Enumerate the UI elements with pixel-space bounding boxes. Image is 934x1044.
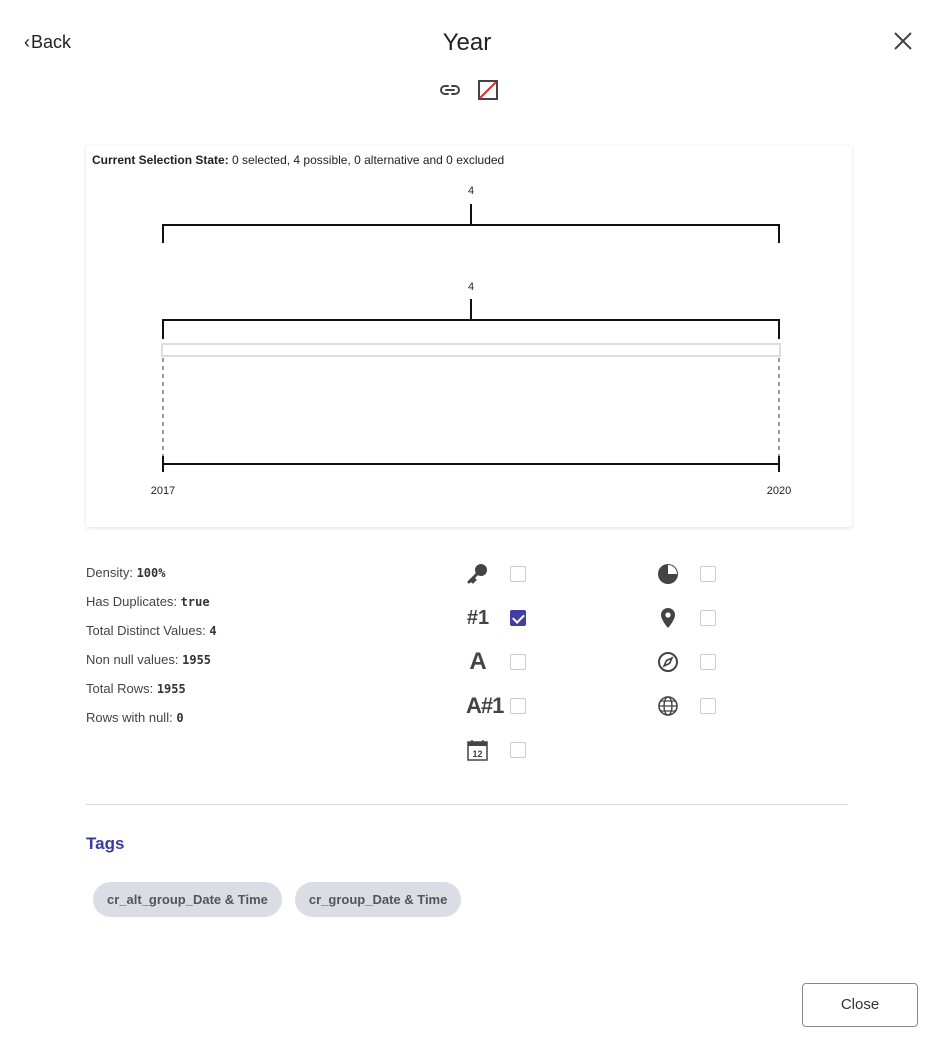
stat-label: Non null values:	[86, 652, 183, 667]
location-pin-icon	[656, 606, 680, 630]
type-row-measure	[656, 562, 716, 586]
close-icon[interactable]	[890, 28, 916, 54]
type-row-location	[656, 606, 716, 630]
stat-total-rows	[86, 681, 217, 710]
stat-value: true	[180, 595, 210, 609]
selection-state-summary: 0 selected, 4 possible, 0 alternative and 0 excluded	[232, 153, 505, 167]
top-bracket	[163, 204, 779, 243]
type-row-direction	[656, 650, 716, 674]
range-end-label: 2020	[766, 485, 792, 497]
text-icon: A	[469, 648, 487, 675]
tag-chip[interactable]: cr_group_Date & Time	[295, 882, 461, 917]
link-icon[interactable]	[438, 78, 462, 102]
range-chart	[86, 146, 852, 527]
stat-density	[86, 565, 217, 594]
divider	[86, 804, 848, 805]
key-checkbox[interactable]	[510, 566, 526, 582]
page-title: Year	[442, 29, 492, 56]
selection-state-label: Current Selection State:	[92, 153, 229, 167]
type-row-key	[466, 562, 526, 586]
type-row-date	[466, 738, 526, 762]
range-axis	[163, 456, 779, 472]
type-row-alphanumeric	[466, 694, 526, 718]
title-icons	[438, 78, 500, 102]
stat-label: Has Duplicates:	[86, 594, 181, 609]
middle-count-label: 4	[467, 281, 475, 293]
measure-checkbox[interactable]	[700, 566, 716, 582]
number-id-icon: #1	[466, 606, 490, 629]
back-label: Back	[31, 32, 72, 52]
selection-card	[86, 146, 852, 527]
tags-title: Tags	[86, 834, 125, 853]
stat-has-duplicates	[86, 594, 217, 623]
type-row-text	[466, 650, 526, 674]
type-row-number	[466, 606, 526, 630]
selection-bar[interactable]	[162, 344, 780, 356]
range-start-label: 2017	[150, 485, 176, 497]
globe-icon	[656, 694, 680, 718]
close-button[interactable]: Close	[802, 983, 918, 1027]
number-checkbox[interactable]	[510, 610, 526, 626]
stat-non-null	[86, 652, 217, 681]
middle-bracket	[163, 299, 779, 339]
location-checkbox[interactable]	[700, 610, 716, 626]
svg-text:12: 12	[472, 749, 483, 759]
stat-rows-null	[86, 710, 217, 739]
geo-checkbox[interactable]	[700, 698, 716, 714]
stat-label: Total Rows:	[86, 681, 157, 696]
stat-value: 100%	[136, 566, 166, 580]
direction-checkbox[interactable]	[700, 654, 716, 670]
alphanumeric-icon: A#1	[466, 693, 504, 718]
alphanumeric-checkbox[interactable]	[510, 698, 526, 714]
chevron-left-icon: ‹	[24, 32, 30, 52]
date-checkbox[interactable]	[510, 742, 526, 758]
compass-icon	[656, 650, 680, 674]
calendar-icon	[466, 738, 490, 762]
field-stats	[86, 565, 217, 739]
type-row-geo	[656, 694, 716, 718]
stat-value: 4	[209, 624, 217, 638]
tag-chip[interactable]: cr_alt_group_Date & Time	[93, 882, 282, 917]
stat-label: Density:	[86, 565, 137, 580]
pie-chart-icon	[656, 562, 680, 586]
stat-value: 1955	[156, 682, 186, 696]
tags-list	[93, 882, 461, 917]
text-checkbox[interactable]	[510, 654, 526, 670]
stat-label: Total Distinct Values:	[86, 623, 210, 638]
stat-distinct-values	[86, 623, 217, 652]
stat-label: Rows with null:	[86, 710, 177, 725]
key-icon	[466, 562, 490, 586]
dashed-guides	[163, 358, 779, 458]
stat-value: 0	[176, 711, 184, 725]
no-color-icon[interactable]	[476, 78, 500, 102]
stat-value: 1955	[182, 653, 212, 667]
top-count-label: 4	[467, 185, 475, 197]
